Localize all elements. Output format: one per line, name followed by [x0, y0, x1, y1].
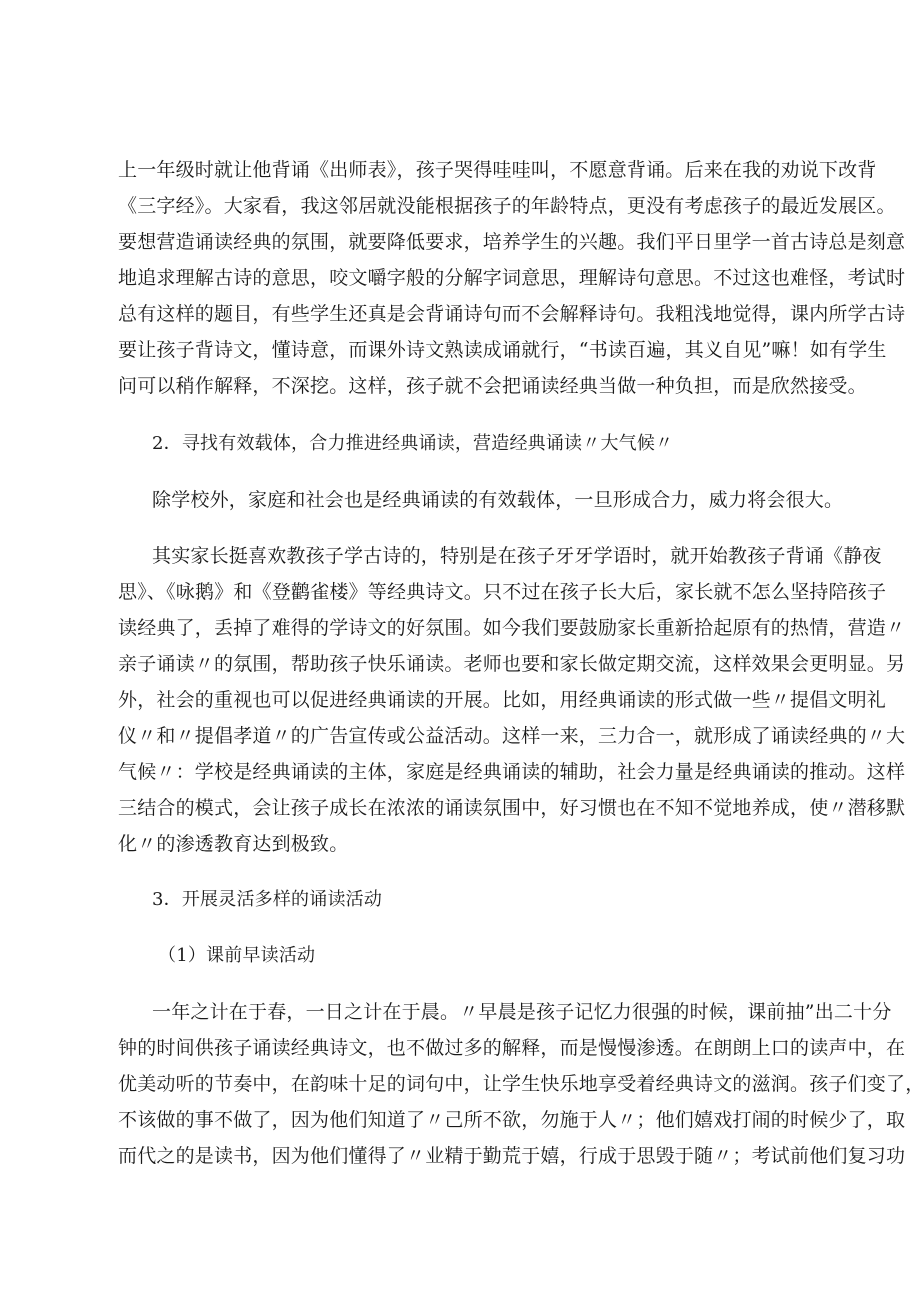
- paragraph-line: 要让孩子背诗文，懂诗意，而课外诗文熟读成诵就行，“书读百遍，其义自见”嘛！如有学生: [118, 339, 887, 361]
- paragraph-line: 思》、《咏鹅》和《登鹳雀楼》等经典诗文。只不过在孩子长大后，家长就不怎么坚持陪孩子: [118, 581, 887, 603]
- paragraph-line: 外，社会的重视也可以促进经典诵读的开展。比如，用经典诵读的形式做一些〃提倡文明礼: [118, 689, 887, 711]
- section-heading-3: 3．开展灵活多样的诵读活动: [152, 889, 383, 910]
- paragraph-line: 化〃的渗透教育达到极致。: [118, 833, 349, 855]
- paragraph-line: 亲子诵读〃的氛围，帮助孩子快乐诵读。老师也要和家长做定期交流，这样效果会更明显。另: [118, 653, 906, 675]
- paragraph-line: 问可以稍作解释，不深挖。这样，孩子就不会把诵读经典当做一种负担，而是欣然接受。: [118, 375, 867, 397]
- paragraph-line: 地追求理解古诗的意思，咬文嚼字般的分解字词意思，理解诗句意思。不过这也难怪，考试时: [118, 267, 906, 289]
- paragraph-line: 《三字经》。大家看，我这邻居就没能根据孩子的年龄特点，更没有考虑孩子的最近发展区。: [118, 195, 896, 217]
- paragraph-line: 读经典了，丢掉了难得的学诗文的好氛围。如今我们要鼓励家长重新拾起原有的热情，营造〃: [118, 617, 906, 639]
- paragraph-line: 不该做的事不做了，因为他们知道了〃己所不欲，勿施于人〃；他们嬉戏打闹的时候少了，取: [118, 1109, 906, 1131]
- subsection-heading: （1）课前早读活动: [158, 945, 316, 966]
- paragraph-line: 三结合的模式，会让孩子成长在浓浓的诵读氛围中，好习惯也在不知不觉地养成，使〃潜移默: [118, 797, 906, 819]
- paragraph-line: 要想营造诵读经典的氛围，就要降低要求，培养学生的兴趣。我们平日里学一首古诗总是刻意: [118, 231, 906, 253]
- section-heading-2: 2．寻找有效载体，合力推进经典诵读，营造经典诵读〃大气候〃: [152, 433, 674, 454]
- paragraph-line: 总有这样的题目，有些学生还真是会背诵诗句而不会解释诗句。我粗浅地觉得，课内所学古诗: [118, 303, 906, 325]
- paragraph-line: 而代之的是读书，因为他们懂得了〃业精于勤荒于嬉，行成于思毁于随〃；考试前他们复习功: [118, 1145, 906, 1167]
- paragraph-line: 仪〃和〃提倡孝道〃的广告宣传或公益活动。这样一来，三力合一，就形成了诵读经典的〃大: [118, 725, 906, 747]
- paragraph-line: 其实家长挺喜欢教孩子学古诗的，特别是在孩子牙牙学语时，就开始教孩子背诵《静夜: [152, 545, 882, 567]
- paragraph-line: 除学校外，家庭和社会也是经典诵读的有效载体，一旦形成合力，威力将会很大。: [152, 489, 844, 511]
- paragraph-line: 上一年级时就让他背诵《出师表》，孩子哭得哇哇叫，不愿意背诵。后来在我的劝说下改背: [118, 159, 877, 181]
- paragraph-line: 钟的时间供孩子诵读经典诗文，也不做过多的解释，而是慢慢渗透。在朗朗上口的读声中，在: [118, 1037, 906, 1059]
- paragraph-line: 气候〃：学校是经典诵读的主体，家庭是经典诵读的辅助，社会力量是经典诵读的推动。这样: [118, 761, 906, 783]
- paragraph-line: 一年之计在于春，一日之计在于晨。〃早晨是孩子记忆力很强的时候，课前抽”出二十分: [152, 1001, 892, 1023]
- paragraph-line: 优美动听的节奏中，在韵味十足的词句中，让学生快乐地享受着经典诗文的滋润。孩子们变了，: [118, 1073, 924, 1095]
